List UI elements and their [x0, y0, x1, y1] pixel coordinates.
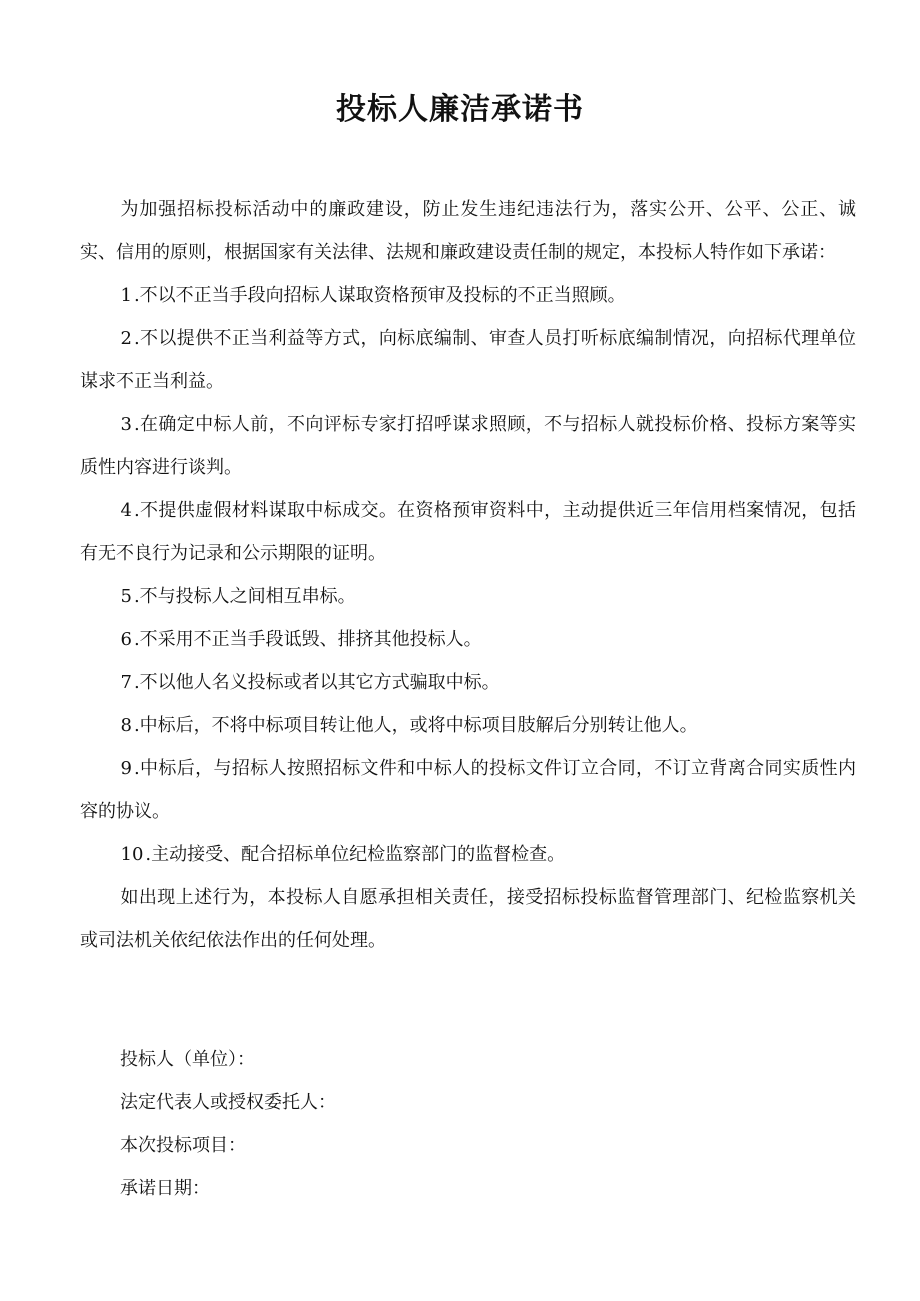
bidder-label: 投标人（单位）： — [120, 1049, 255, 1070]
representative-label: 法定代表人或授权委托人： — [120, 1092, 336, 1113]
commitment-item-7 — [80, 661, 856, 704]
commitment-item-10 — [80, 833, 856, 876]
item-number: 1 — [120, 285, 132, 306]
item-text: .中标后，不将中标项目转让他人，或将中标项目肢解后分别转让他人。 — [133, 715, 698, 736]
commitment-item-8 — [80, 704, 856, 747]
intro-paragraph: 为加强招标投标活动中的廉政建设，防止发生违纪违法行为，落实公开、公平、公正、诚实、信用的原则，根据国家有关法律、法规和廉政建设责任制的规定，本投标人特作如下承诺： — [80, 199, 856, 263]
closing-paragraph: 如出现上述行为，本投标人自愿承担相关责任，接受招标投标监督管理部门、纪检监察机关或司法机关依纪依法作出的任何处理。 — [80, 887, 856, 951]
commitment-item-1 — [80, 274, 856, 317]
item-text: .不与投标人之间相互串标。 — [133, 586, 356, 607]
item-text: .不采用不正当手段诋毁、排挤其他投标人。 — [133, 629, 482, 650]
item-number: 4 — [120, 500, 132, 521]
item-text: .不提供虚假材料谋取中标成交。在资格预审资料中，主动提供近三年信用档案情况，包括有无不良行为记录和公示期限的证明。 — [80, 500, 856, 564]
commitment-item-9 — [80, 747, 856, 833]
commitment-item-3 — [80, 403, 856, 489]
commitment-item-5 — [80, 575, 856, 618]
item-text: .在确定中标人前，不向评标专家打招呼谋求照顾，不与招标人就投标价格、投标方案等实质性内容进行谈判。 — [80, 414, 856, 478]
item-text: .不以不正当手段向招标人谋取资格预审及投标的不正当照顾。 — [133, 285, 626, 306]
project-label: 本次投标项目： — [120, 1135, 246, 1156]
commitment-item-6 — [80, 618, 856, 661]
document-body — [80, 188, 856, 962]
item-number: 8 — [120, 715, 132, 736]
signature-block — [120, 1038, 820, 1210]
item-text: .主动接受、配合招标单位纪检监察部门的监督检查。 — [145, 844, 566, 865]
date-label: 承诺日期： — [120, 1178, 210, 1199]
item-number: 7 — [120, 672, 132, 693]
item-number: 6 — [120, 629, 132, 650]
item-number: 10 — [120, 844, 144, 865]
item-text: .中标后，与招标人按照招标文件和中标人的投标文件订立合同，不订立背离合同实质性内容的协议。 — [80, 758, 856, 822]
item-number: 9 — [120, 758, 132, 779]
item-number: 2 — [120, 328, 132, 349]
item-number: 3 — [120, 414, 132, 435]
document-title: 投标人廉洁承诺书 — [336, 92, 584, 127]
commitment-item-4 — [80, 489, 856, 575]
item-number: 5 — [120, 586, 132, 607]
item-text: .不以提供不正当利益等方式，向标底编制、审查人员打听标底编制情况，向招标代理单位谋求不正当利益。 — [80, 328, 856, 392]
item-text: .不以他人名义投标或者以其它方式骗取中标。 — [133, 672, 500, 693]
commitment-item-2 — [80, 317, 856, 403]
